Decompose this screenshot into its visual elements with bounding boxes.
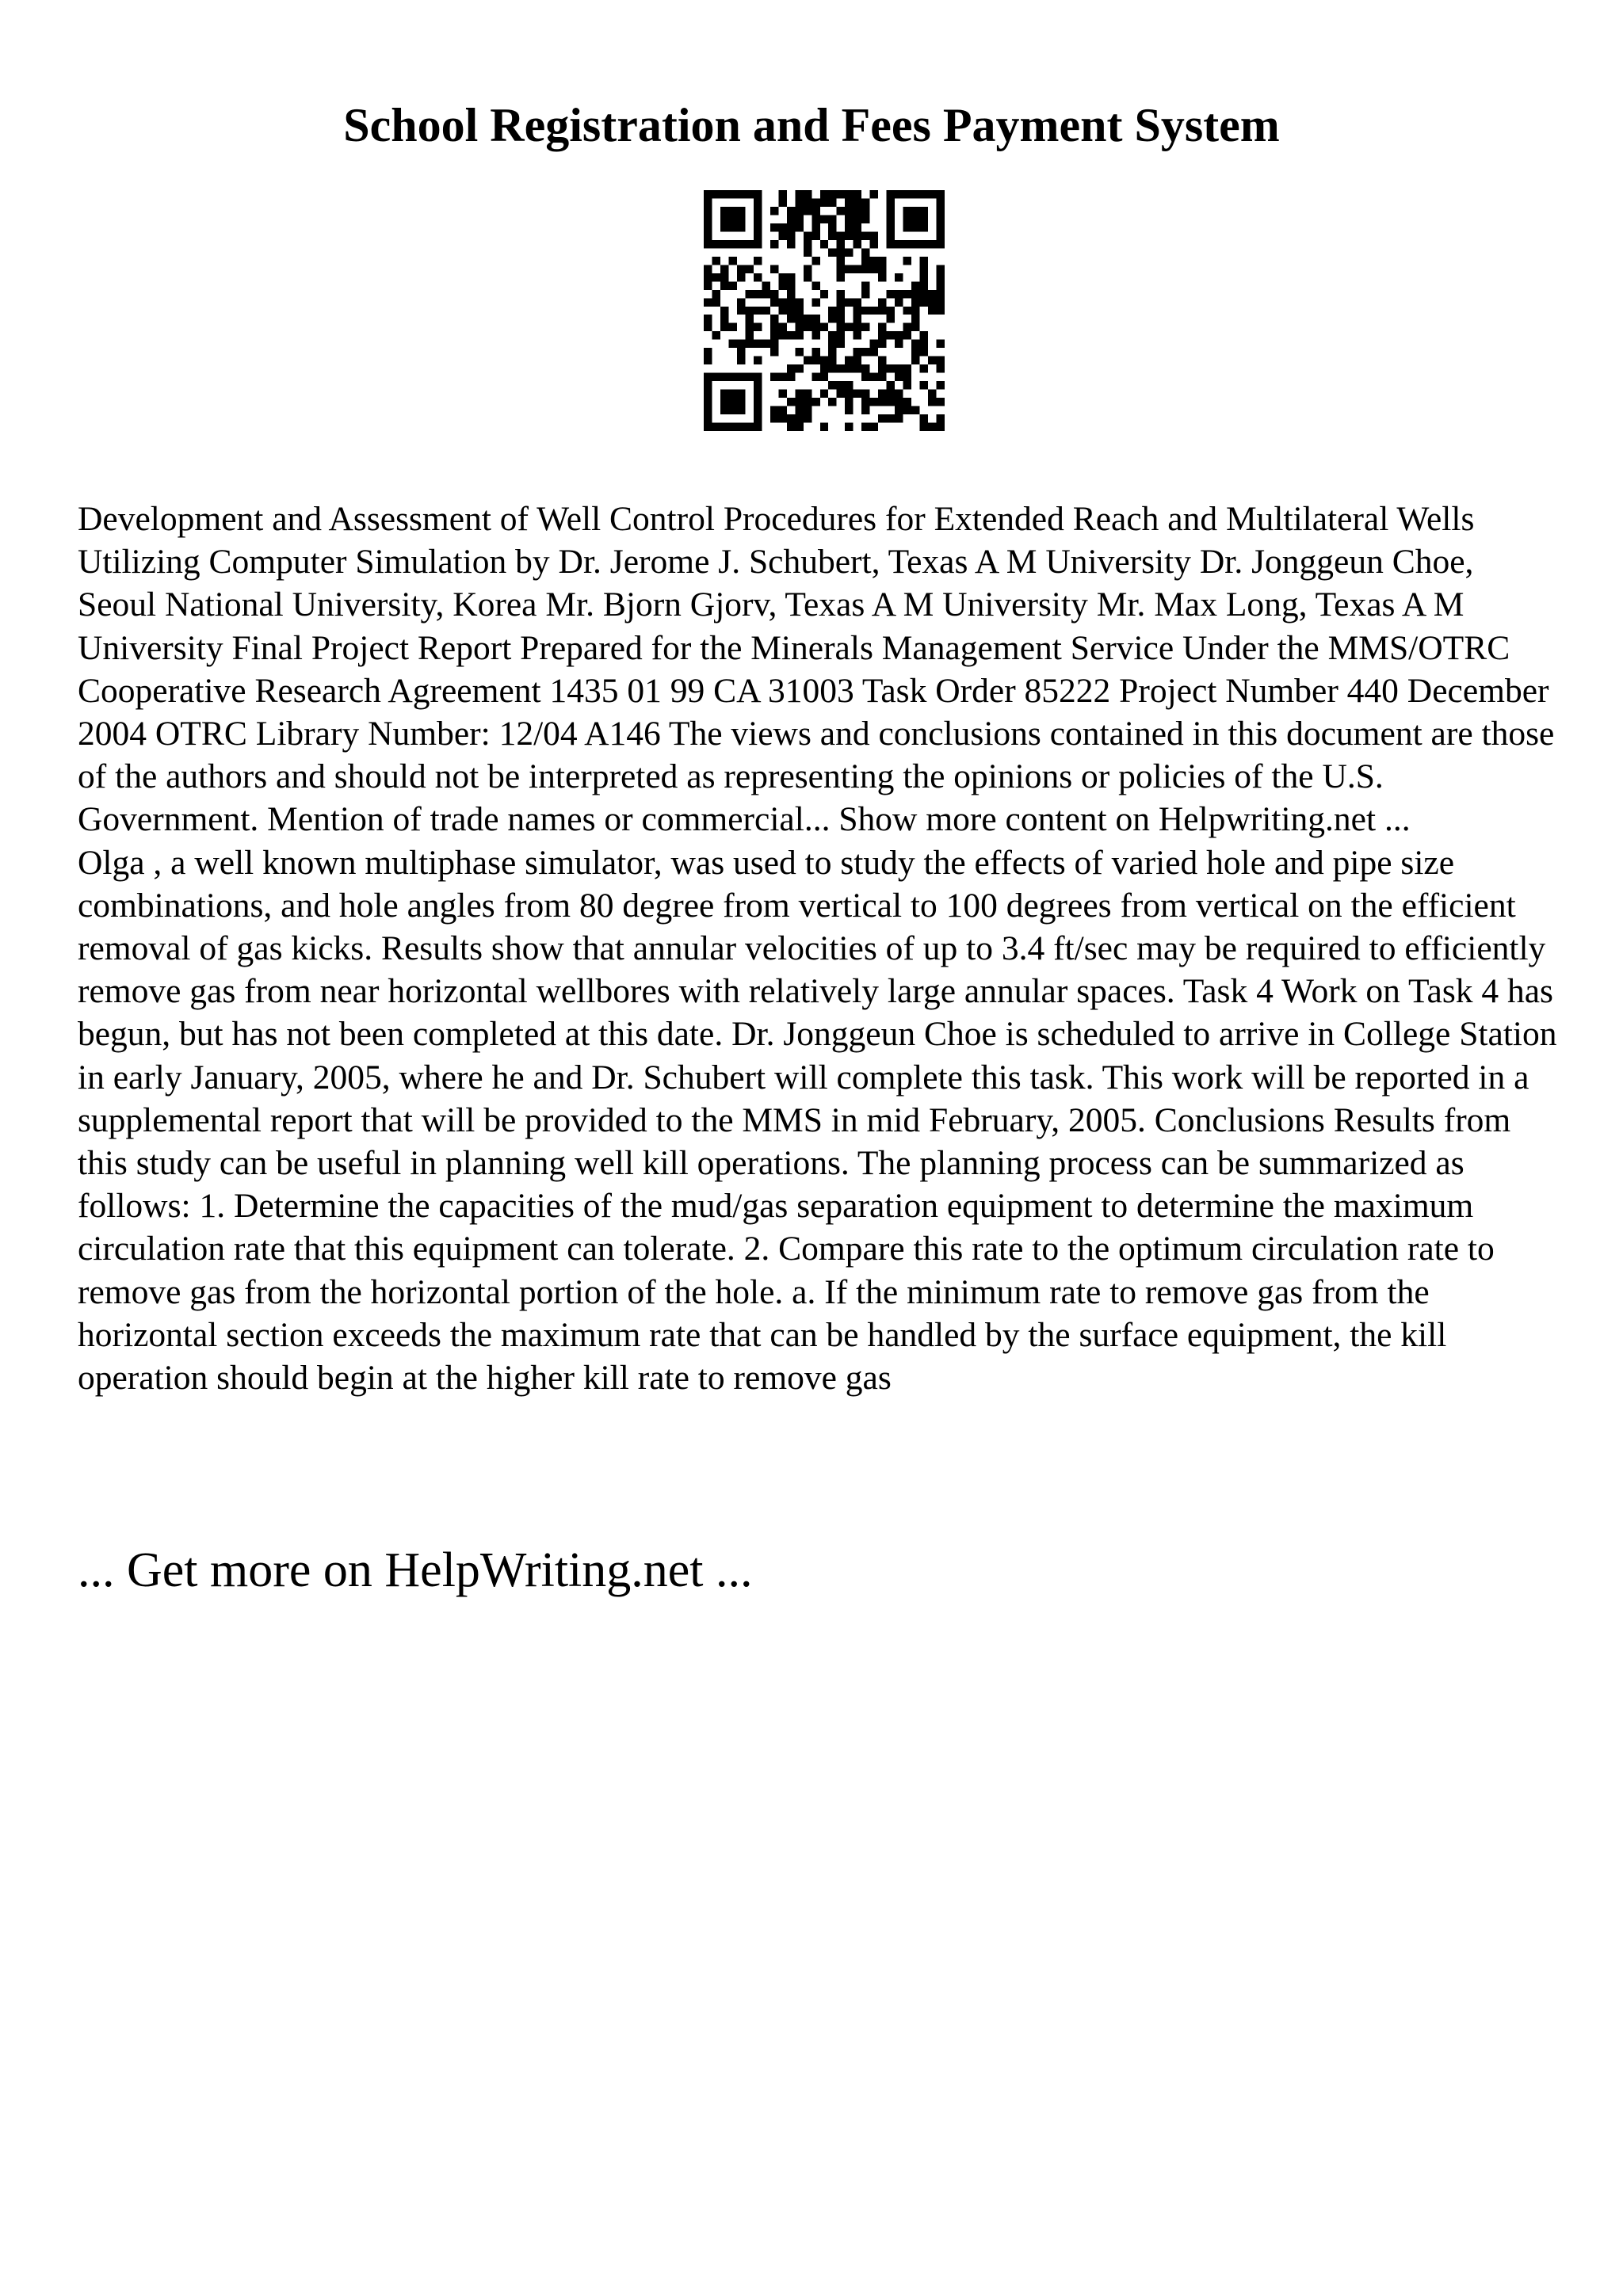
page-title: School Registration and Fees Payment System [343,99,1280,151]
body-paragraph-2: Olga , a well known multiphase simulator, was used to study the effects of varied hole and pipe size combinations, and hole angles from 80 degree from vertical to 100 degrees from vertical on the efficient removal of gas kicks. Results show that annular velocities of up to 3.4 ft/sec may be required to efficiently remove gas from near horizontal wellbores with relatively large annular spaces. Task 4 Work on Task 4 has begun, but has not been completed at this date. Dr. Jonggeun Choe is scheduled to arrive in College Station in early January, 2005, where he and Dr. Schubert will complete this task. This work will be reported in a supplemental report that will be provided to the MMS in mid February, 2005. Conclusions Results from this study can be useful in planning well kill operations. The planning process can be summarized as follows: 1. Determine the capacities of the mud/gas separation equipment to determine the maximum circulation rate that this equipment can tolerate. 2. Compare this rate to the optimum circulation rate to remove gas from the horizontal portion of the hole. a. If the minimum rate to remove gas from the horizontal section exceeds the maximum rate that can be handled by the surface equipment, the kill operation should begin at the higher kill rate to remove gas [78,843,1557,1398]
body-paragraph-1: Development and Assessment of Well Control Procedures for Extended Reach and Multilateral Wells Utilizing Computer Simulation by Dr. Jerome J. Schubert, Texas A M University Dr. Jonggeun Choe, Seoul National University, Korea Mr. Bjorn Gjorv, Texas A M University Mr. Max Long, Texas A M University Final Project Report Prepared for the Minerals Management Service Under the MMS/OTRC Cooperative Research Agreement 1435 01 99 CA 31003 Task Order 85222 Project Number 440 December 2004 OTRC Library Number: 12/04 A146 The views and conclusions contained in this document are those of the authors and should not be interpreted as representing the opinions or policies of the U.S. Government. Mention of trade names or commercial... Show more content on Helpwriting.net ... [78,500,1555,839]
document-body [78,498,1560,1399]
qr-code-icon [704,190,945,431]
get-more-link[interactable]: ... Get more on HelpWriting.net ... [78,1543,753,1597]
